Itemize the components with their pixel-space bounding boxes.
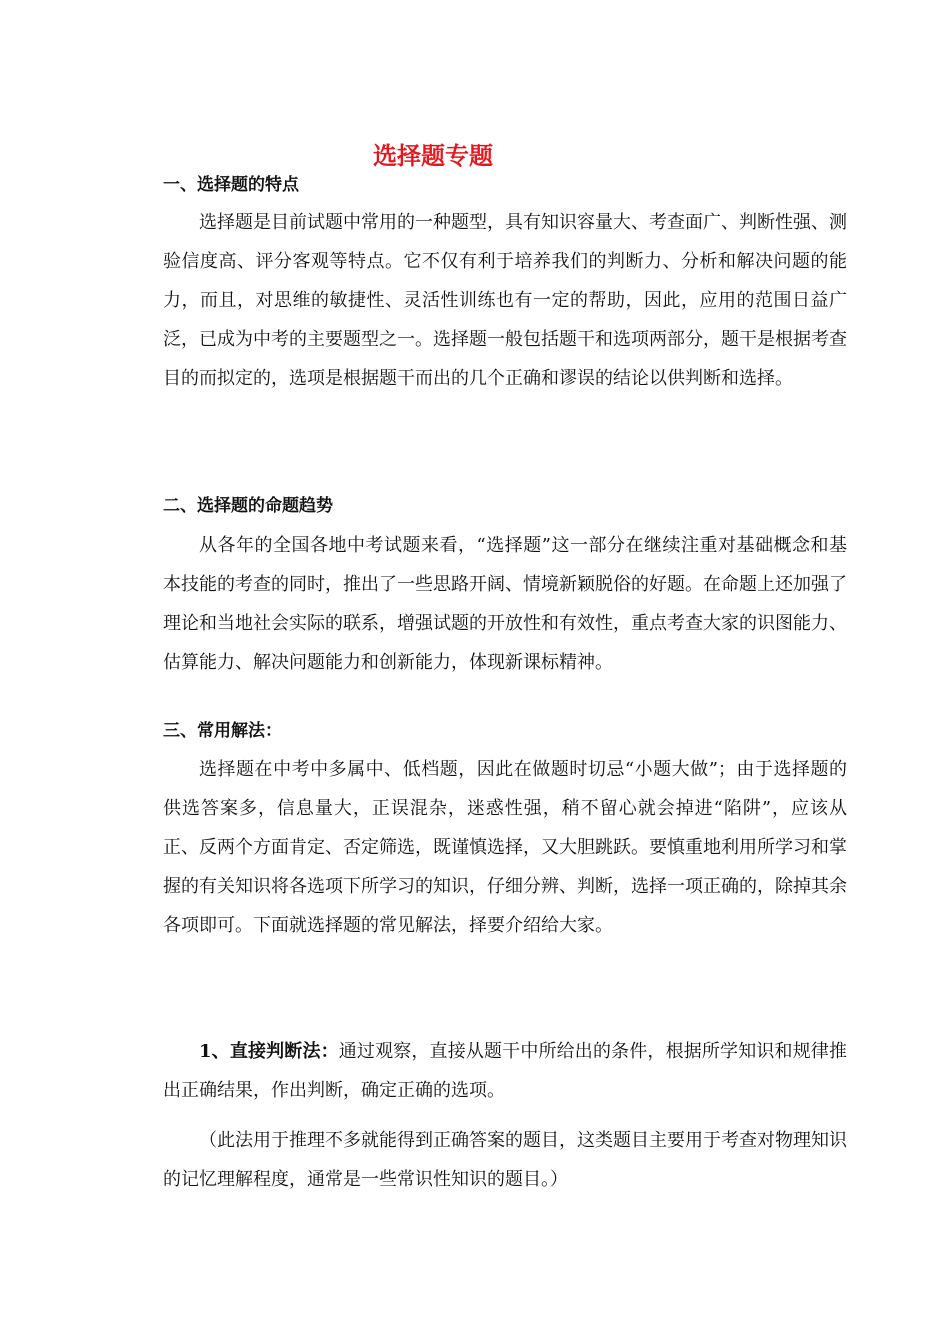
method-direct-judgment	[163, 1032, 847, 1110]
page-title: 选择题专题	[373, 141, 493, 170]
section-body-trends: 从各年的全国各地中考试题来看，“选择题”这一部分在继续注重对基础概念和基本技能的考查的同时，推出了一些思路开阔、情境新颖脱俗的好题。在命题上还加强了理论和当地社会实际的联系，增强试题的开放性和有效性，重点考查大家的识图能力、估算能力、解决问题能力和创新能力，体现新课标精神。	[163, 535, 847, 673]
section-body-methods: 选择题在中考中多属中、低档题，因此在做题时切忌“小题大做”；由于选择题的供选答案多，信息量大，正误混杂，迷惑性强，稍不留心就会掉进“陷阱”，应该从正、反两个方面肯定、否定筛选，既谨慎选择，又大胆跳跃。要慎重地利用所学习和掌握的有关知识将各选项下所学习的知识，仔细分辨、判断，选择一项正确的，除掉其余各项即可。下面就选择题的常见解法，择要介绍给大家。	[163, 759, 847, 936]
method-direct-judgment-label: 1、直接判断法：	[199, 1041, 339, 1062]
section-heading-methods: 三、常用解法：	[163, 721, 282, 741]
section-heading-features: 一、选择题的特点	[163, 175, 299, 195]
method-direct-judgment-body: 通过观察，直接从题干中所给出的条件，根据所学知识和规律推出正确结果，作出判断，确定正确的选项。	[163, 1041, 847, 1101]
section-heading-trends: 二、选择题的命题趋势	[163, 496, 333, 516]
method-direct-judgment-note: （此法用于推理不多就能得到正确答案的题目，这类题目主要用于考查对物理知识的记忆理解程度，通常是一些常识性知识的题目。）	[163, 1130, 847, 1190]
section-body-features: 选择题是目前试题中常用的一种题型，具有知识容量大、考查面广、判断性强、测验信度高、评分客观等特点。它不仅有利于培养我们的判断力、分析和解决问题的能力，而且，对思维的敏捷性、灵活性训练也有一定的帮助，因此，应用的范围日益广泛，已成为中考的主要题型之一。选择题一般包括题干和选项两部分，题干是根据考查目的而拟定的，选项是根据题干而出的几个正确和谬误的结论以供判断和选择。	[163, 212, 847, 389]
